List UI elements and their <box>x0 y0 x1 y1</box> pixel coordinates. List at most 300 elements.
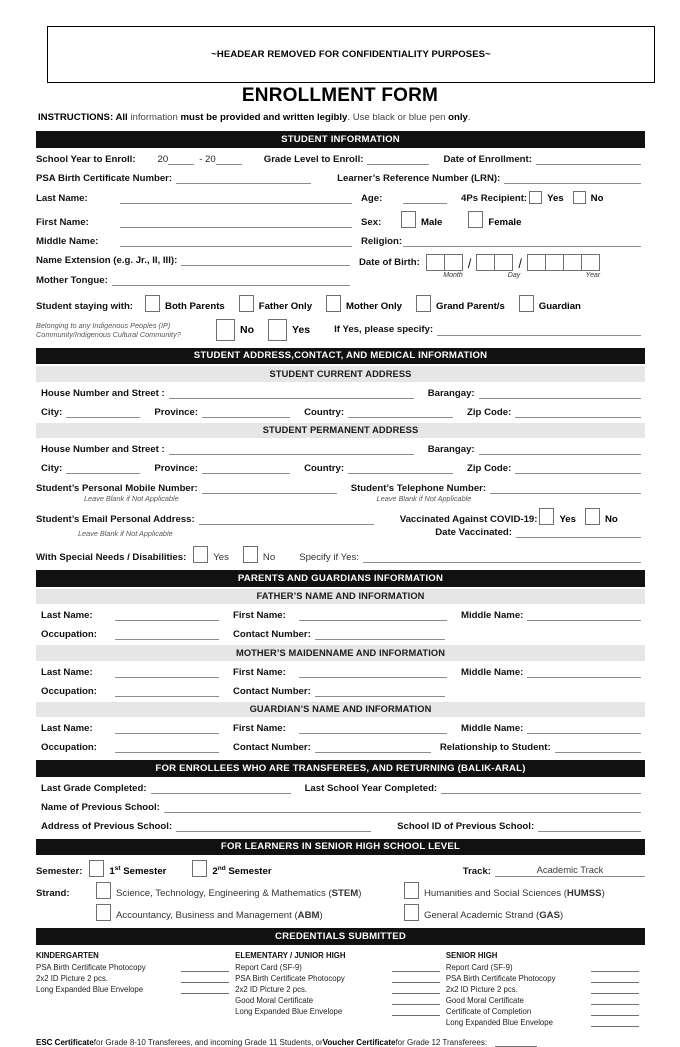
mother-last-name-input[interactable] <box>115 666 219 678</box>
special-needs-yes-label: Yes <box>213 552 229 563</box>
row-guardian-names <box>36 722 645 734</box>
ip-specify-input[interactable] <box>437 324 641 336</box>
permanent-country-input[interactable] <box>348 462 453 474</box>
vaccinated-no-checkbox[interactable] <box>585 508 600 525</box>
dob-year-digit-3[interactable] <box>563 254 582 271</box>
bar-mother-info: MOTHER’S MAIDENNAME AND INFORMATION <box>36 645 645 661</box>
row-prev-school-address <box>36 820 645 832</box>
mother-first-name-input[interactable] <box>299 666 447 678</box>
mother-middle-name-input[interactable] <box>527 666 641 678</box>
first-semester-number: 1 <box>109 866 115 877</box>
psa-number-label: PSA Birth Certificate Number: <box>36 172 173 184</box>
credentials-item-label: PSA Birth Certificate Photocopy <box>36 962 146 972</box>
strand-gas-checkbox[interactable] <box>404 904 419 921</box>
staying-grandparents-label: Grand Parent/s <box>436 300 505 312</box>
instructions-period: . <box>467 112 471 123</box>
credentials-item-checkline[interactable] <box>392 1007 440 1016</box>
credentials-item-label: 2x2 ID Picture 2 pcs. <box>235 984 308 994</box>
strand-label: Strand: <box>36 888 70 899</box>
dob-month-digit-1[interactable] <box>426 254 445 271</box>
guardian-relationship-label: Relationship to Student: <box>439 742 551 753</box>
staying-mother-only-checkbox[interactable] <box>326 295 341 312</box>
instructions-information: information <box>130 112 181 123</box>
credentials-heading-elementary-junior-high: ELEMENTARY / JUNIOR HIGH <box>235 950 346 960</box>
bar-father-info: FATHER’S NAME AND INFORMATION <box>36 589 645 605</box>
credentials-column-elementary-junior-high <box>235 951 446 1030</box>
credentials-item-label: PSA Birth Certificate Photocopy <box>235 973 345 983</box>
band-student-information: STUDENT INFORMATION <box>36 131 645 148</box>
lrn-input[interactable] <box>504 172 641 184</box>
permanent-barangay-input[interactable] <box>479 443 641 455</box>
current-house-input[interactable] <box>169 387 414 399</box>
credentials-item <box>235 996 440 1005</box>
prev-school-address-input[interactable] <box>176 820 371 832</box>
staying-both-parents-checkbox[interactable] <box>145 295 160 312</box>
permanent-zip-input[interactable] <box>515 462 641 474</box>
dob-year-digit-1[interactable] <box>527 254 546 271</box>
specify-if-yes-label: Specify if Yes: <box>299 552 359 563</box>
dob-day-boxes[interactable] <box>476 254 513 271</box>
instructions-all: All <box>113 112 131 123</box>
guardian-occupation-label: Occupation: <box>41 742 97 753</box>
row-special-needs <box>36 546 645 563</box>
esc-voucher-checkline[interactable] <box>495 1038 537 1047</box>
dob-day-digit-2[interactable] <box>494 254 513 271</box>
fourps-yes-label: Yes <box>547 192 564 204</box>
row-middle-name <box>36 235 645 247</box>
strand-humss-label <box>424 888 605 899</box>
vaccinated-yes-label: Yes <box>559 514 576 525</box>
sex-female-label: Female <box>488 216 522 228</box>
school-year-start-input[interactable] <box>168 154 194 165</box>
second-semester-checkbox[interactable] <box>192 860 207 877</box>
second-semester-ordinal: nd <box>217 864 226 872</box>
mother-last-name-label: Last Name: <box>41 666 93 678</box>
credentials-item <box>235 1007 440 1016</box>
mother-contact-input[interactable] <box>315 685 445 697</box>
school-year-label: School Year to Enroll: <box>36 153 136 165</box>
vaccinated-yes-checkbox[interactable] <box>539 508 554 525</box>
special-needs-yes-checkbox[interactable] <box>193 546 208 563</box>
email-hint: Leave Blank if Not Applicable <box>78 529 173 538</box>
permanent-house-input[interactable] <box>169 443 414 455</box>
credentials-item <box>235 963 440 972</box>
ip-specify-label: If Yes, please specify: <box>334 324 434 335</box>
special-needs-no-label: No <box>262 552 276 563</box>
guardian-first-name-label: First Name: <box>233 723 286 734</box>
current-country-label: Country: <box>304 406 345 418</box>
staying-father-only-label: Father Only <box>258 300 313 312</box>
specify-if-yes-input[interactable] <box>363 551 641 563</box>
telephone-number-input[interactable] <box>490 482 641 494</box>
row-semester <box>36 860 645 877</box>
row-prev-school-name <box>36 801 645 813</box>
credentials-heading-kindergarten: KINDERGARTEN <box>36 950 99 960</box>
credentials-item <box>235 974 440 983</box>
dob-label: Date of Birth: <box>359 256 420 268</box>
strand-stem-code: STEM <box>331 888 359 899</box>
strand-abm-text: Accountancy, Business and Management ( <box>116 910 298 921</box>
mother-occupation-label: Occupation: <box>41 685 97 697</box>
date-enrollment-label: Date of Enrollment: <box>443 153 532 165</box>
dob-separator-2: / <box>518 255 523 271</box>
vaccinated-label: Vaccinated Against COVID-19: <box>399 514 538 525</box>
fourps-no-checkbox[interactable] <box>573 191 586 204</box>
credentials-item <box>446 963 639 972</box>
strand-stem-paren: ) <box>358 888 362 899</box>
row-mother-names <box>36 666 645 678</box>
credentials-item <box>36 963 229 972</box>
credentials-item-checkline[interactable] <box>591 1018 639 1027</box>
date-enrollment-input[interactable] <box>536 153 641 165</box>
row-current-house <box>36 387 645 399</box>
permanent-zip-label: Zip Code: <box>467 463 512 474</box>
credentials-item-label: PSA Birth Certificate Photocopy <box>445 973 556 983</box>
credentials-item <box>36 985 229 994</box>
telephone-hint: Leave Blank if Not Applicable <box>376 494 472 503</box>
row-psa-lrn <box>36 172 645 184</box>
row-school-year <box>36 153 645 165</box>
row-current-city <box>36 406 645 418</box>
voucher-certificate-label: Voucher Certificate <box>322 1037 396 1047</box>
bar-current-address: STUDENT CURRENT ADDRESS <box>36 366 645 382</box>
strand-humss-text: Humanities and Social Sciences ( <box>424 888 567 899</box>
credentials-item-checkline[interactable] <box>591 985 639 994</box>
band-transferees: FOR ENROLLEES WHO ARE TRANSFEREES, AND RETURNING (BALIK-ARAL) <box>36 760 645 777</box>
credentials-column-senior-high <box>446 951 645 1030</box>
dob-month-boxes[interactable] <box>426 254 463 271</box>
esc-certificate-label: ESC Certificate <box>36 1037 94 1047</box>
permanent-province-input[interactable] <box>202 462 290 474</box>
credentials-heading-senior-high: SENIOR HIGH <box>445 950 498 960</box>
guardian-middle-name-label: Middle Name: <box>461 723 524 734</box>
credentials-item-label: Long Expanded Blue Envelope <box>235 1007 343 1017</box>
father-first-name-label: First Name: <box>233 610 286 621</box>
last-grade-input[interactable] <box>151 782 291 794</box>
second-semester-word: Semester <box>228 866 272 877</box>
guardian-first-name-input[interactable] <box>299 722 447 734</box>
credentials-item-checkline[interactable] <box>181 985 229 994</box>
guardian-contact-label: Contact Number: <box>233 742 311 753</box>
staying-guardian-checkbox[interactable] <box>519 295 534 312</box>
strand-abm-code: ABM <box>297 910 320 921</box>
guardian-occupation-input[interactable] <box>115 741 219 753</box>
strand-gas-text: General Academic Strand ( <box>424 910 540 921</box>
strand-gas-paren: ) <box>559 910 564 921</box>
mother-first-name-label: First Name: <box>233 666 286 678</box>
staying-guardian-label: Guardian <box>538 300 581 312</box>
credentials-item-label: Report Card (SF-9) <box>445 962 513 972</box>
credentials-item-label: 2x2 ID Picture 2 pcs. <box>36 973 108 983</box>
bar-guardian-info: GUARDIAN’S NAME AND INFORMATION <box>36 702 645 718</box>
last-name-input[interactable] <box>120 192 352 204</box>
dob-year-caption: Year <box>585 271 601 279</box>
last-school-year-label: Last School Year Completed: <box>304 782 438 794</box>
last-school-year-input[interactable] <box>441 782 641 794</box>
credentials-item <box>446 985 639 994</box>
father-first-name-input[interactable] <box>299 609 447 621</box>
permanent-barangay-label: Barangay: <box>427 444 475 455</box>
date-vaccinated-label: Date Vaccinated: <box>435 527 512 538</box>
grade-level-input[interactable] <box>367 153 429 165</box>
current-province-label: Province: <box>154 406 199 418</box>
dob-separator-1: / <box>467 255 472 271</box>
first-semester-ordinal: st <box>114 864 121 872</box>
current-zip-label: Zip Code: <box>467 406 512 418</box>
credentials-item <box>446 996 639 1005</box>
row-last-name <box>36 191 645 204</box>
credentials-item <box>446 974 639 983</box>
permanent-country-label: Country: <box>304 463 345 474</box>
fourps-no-label: No <box>590 192 604 204</box>
mother-occupation-input[interactable] <box>115 685 219 697</box>
current-city-label: City: <box>41 406 63 418</box>
prev-school-id-input[interactable] <box>538 820 641 832</box>
psa-number-input[interactable] <box>176 172 311 184</box>
credentials-item-label: Long Expanded Blue Envelope <box>36 984 144 994</box>
esc-certificate-text: for Grade 8-10 Transferees, and incoming Grade 11 Students, or <box>93 1037 323 1047</box>
row-esc-voucher-certificate <box>36 1038 645 1047</box>
prev-school-name-label: Name of Previous School: <box>41 801 160 813</box>
instructions-pen: . Use black or blue pen <box>347 112 449 123</box>
row-permanent-city <box>36 462 645 474</box>
dob-year-digit-2[interactable] <box>545 254 564 271</box>
lrn-label: Learner’s Reference Number (LRN): <box>337 172 501 184</box>
current-house-label: House Number and Street : <box>41 387 165 399</box>
current-province-input[interactable] <box>202 406 290 418</box>
father-middle-name-label: Middle Name: <box>461 610 524 621</box>
semester-label: Semester: <box>36 866 83 877</box>
staying-both-parents-label: Both Parents <box>165 300 225 312</box>
band-parents-guardians: PARENTS AND GUARDIANS INFORMATION <box>36 570 645 587</box>
credentials-item-checkline[interactable] <box>591 963 639 972</box>
last-grade-label: Last Grade Completed: <box>41 782 147 794</box>
credentials-item-checkline[interactable] <box>181 963 229 972</box>
sex-female-checkbox[interactable] <box>468 211 483 228</box>
dob-day-caption: Day <box>507 271 521 279</box>
school-year-end-input[interactable] <box>216 154 242 165</box>
guardian-last-name-label: Last Name: <box>41 723 93 734</box>
credentials-item <box>235 985 440 994</box>
confidentiality-header-box <box>47 26 655 83</box>
credentials-item-label: Good Moral Certificate <box>445 996 524 1006</box>
strand-humss-code: HUMSS <box>566 888 602 899</box>
age-input[interactable] <box>403 192 447 204</box>
credentials-item-checkline[interactable] <box>591 996 639 1005</box>
voucher-certificate-text: for Grade 12 Transferees: <box>395 1037 488 1047</box>
mother-contact-label: Contact Number: <box>233 685 311 697</box>
row-mother-occupation <box>36 685 645 697</box>
first-name-input[interactable] <box>120 216 352 228</box>
row-staying-with <box>36 295 645 312</box>
permanent-province-label: Province: <box>154 463 199 474</box>
ip-question-line-2: Community/Indigenous Cultural Community? <box>36 329 181 339</box>
sex-male-label: Male <box>421 216 443 228</box>
name-extension-label: Name Extension (e.g. Jr., II, III): <box>36 254 178 266</box>
row-guardian-occupation <box>36 741 645 753</box>
guardian-last-name-input[interactable] <box>115 722 219 734</box>
current-barangay-input[interactable] <box>479 387 641 399</box>
row-ip-community <box>36 319 645 341</box>
guardian-middle-name-input[interactable] <box>527 722 641 734</box>
row-last-grade <box>36 782 645 794</box>
row-email-vaccinated <box>36 508 645 525</box>
current-city-input[interactable] <box>66 406 140 418</box>
staying-grandparents-checkbox[interactable] <box>416 295 431 312</box>
mobile-hint: Leave Blank if Not Applicable <box>84 494 179 503</box>
date-vaccinated-input[interactable] <box>516 526 641 538</box>
credentials-item-label: 2x2 ID Picture 2 pcs. <box>445 984 518 994</box>
row-father-occupation <box>36 628 645 640</box>
strand-stem-text: Science, Technology, Engineering & Mathematics ( <box>116 888 332 899</box>
mother-tongue-label: Mother Tongue: <box>36 274 108 286</box>
dob-month-caption: Month <box>443 271 463 279</box>
strand-humss-checkbox[interactable] <box>404 882 419 899</box>
middle-name-input[interactable] <box>120 235 352 247</box>
sex-label: Sex: <box>361 216 382 228</box>
sex-male-checkbox[interactable] <box>401 211 416 228</box>
page-title: ENROLLMENT FORM <box>241 85 439 106</box>
permanent-house-label: House Number and Street : <box>41 444 165 455</box>
last-name-label: Last Name: <box>36 192 88 204</box>
staying-father-only-checkbox[interactable] <box>239 295 254 312</box>
first-semester-label <box>109 865 166 877</box>
staying-mother-only-label: Mother Only <box>346 300 403 312</box>
credentials-item-checkline[interactable] <box>392 996 440 1005</box>
credentials-item-label: Certificate of Completion <box>445 1007 532 1017</box>
current-zip-input[interactable] <box>515 406 641 418</box>
credentials-item-label: Long Expanded Blue Envelope <box>445 1018 553 1028</box>
first-semester-checkbox[interactable] <box>89 860 104 877</box>
guardian-contact-input[interactable] <box>315 741 431 753</box>
strand-abm-paren: ) <box>319 910 323 921</box>
ip-yes-checkbox[interactable] <box>268 319 287 341</box>
strand-abm-label <box>116 910 400 921</box>
credentials-column-kindergarten <box>36 951 235 1030</box>
strand-humss-paren: ) <box>601 888 605 899</box>
row-hints-mobile <box>36 494 645 503</box>
telephone-number-label: Student’s Telephone Number: <box>350 483 487 494</box>
religion-label: Religion: <box>361 235 403 247</box>
middle-name-label: Middle Name: <box>36 235 99 247</box>
row-first-name <box>36 211 645 228</box>
credentials-item-checkline[interactable] <box>591 1007 639 1016</box>
permanent-city-input[interactable] <box>66 462 140 474</box>
name-extension-input[interactable] <box>181 254 350 266</box>
current-country-input[interactable] <box>348 406 453 418</box>
staying-with-label: Student staying with: <box>36 300 134 312</box>
credentials-item-checkline[interactable] <box>181 974 229 983</box>
row-father-names <box>36 609 645 621</box>
mobile-number-input[interactable] <box>202 482 337 494</box>
credentials-item <box>446 1007 639 1016</box>
strand-abm-checkbox[interactable] <box>96 904 111 921</box>
father-contact-label: Contact Number: <box>233 629 311 640</box>
father-last-name-input[interactable] <box>115 609 219 621</box>
dob-month-digit-2[interactable] <box>444 254 463 271</box>
credentials-item-label: Good Moral Certificate <box>235 996 314 1006</box>
email-label: Student’s Email Personal Address: <box>36 514 195 525</box>
second-semester-label <box>212 865 271 877</box>
dob-year-boxes[interactable] <box>527 254 600 271</box>
credentials-item-label: Report Card (SF-9) <box>235 962 302 972</box>
ip-yes-label: Yes <box>292 323 311 336</box>
father-occupation-input[interactable] <box>115 628 219 640</box>
instructions-text <box>38 112 642 123</box>
row-strand-2 <box>36 904 645 921</box>
fourps-label: 4Ps Recipient: <box>461 192 528 204</box>
dob-year-digit-4[interactable] <box>581 254 600 271</box>
dob-captions <box>359 272 630 279</box>
band-senior-high: FOR LEARNERS IN SENIOR HIGH SCHOOL LEVEL <box>36 839 645 856</box>
father-occupation-label: Occupation: <box>41 629 97 640</box>
first-semester-word: Semester <box>123 866 167 877</box>
strand-stem-checkbox[interactable] <box>96 882 111 899</box>
confidentiality-notice: ~HEADEAR REMOVED FOR CONFIDENTIALITY PURPOSES~ <box>211 49 491 60</box>
row-email-hint-date-vaccinated <box>36 526 645 538</box>
band-credentials: CREDENTIALS SUBMITTED <box>36 928 645 945</box>
father-last-name-label: Last Name: <box>41 610 93 621</box>
prev-school-id-label: School ID of Previous School: <box>397 820 535 832</box>
grade-level-label: Grade Level to Enroll: <box>263 153 364 165</box>
row-strand-1 <box>36 882 645 899</box>
strand-gas-code: GAS <box>539 910 560 921</box>
ip-no-label: No <box>240 323 254 336</box>
credentials-item-checkline[interactable] <box>392 974 440 983</box>
father-middle-name-input[interactable] <box>527 609 641 621</box>
credentials-item-checkline[interactable] <box>392 985 440 994</box>
credentials-item <box>36 974 229 983</box>
mobile-number-label: Student’s Personal Mobile Number: <box>36 483 198 494</box>
first-name-label: First Name: <box>36 216 89 228</box>
credentials-item-checkline[interactable] <box>392 963 440 972</box>
row-permanent-house <box>36 443 645 455</box>
father-contact-input[interactable] <box>315 628 445 640</box>
guardian-relationship-input[interactable] <box>555 741 641 753</box>
track-value[interactable]: Academic Track <box>495 864 645 877</box>
instructions-only: only <box>448 112 468 123</box>
credentials-item-checkline[interactable] <box>591 974 639 983</box>
band-address-contact-medical: STUDENT ADDRESS,CONTACT, AND MEDICAL INFORMATION <box>36 348 645 365</box>
age-label: Age: <box>361 192 383 204</box>
special-needs-label: With Special Needs / Disabilities: <box>36 552 187 563</box>
credentials-item <box>446 1018 639 1027</box>
row-mobile-telephone <box>36 482 645 494</box>
prev-school-address-label: Address of Previous School: <box>41 820 173 832</box>
strand-gas-label <box>424 910 563 921</box>
instructions-must: must be provided and written legibly <box>180 112 348 123</box>
date-of-birth-group <box>359 254 630 271</box>
mother-tongue-input[interactable] <box>112 274 350 286</box>
instructions-label: INSTRUCTIONS: <box>38 112 114 123</box>
prev-school-name-input[interactable] <box>164 801 641 813</box>
school-year-prefix: 20 <box>157 153 169 165</box>
fourps-yes-checkbox[interactable] <box>529 191 542 204</box>
row-name-extension-dob <box>36 254 645 286</box>
dob-day-digit-1[interactable] <box>476 254 495 271</box>
ip-question-line-1: Belonging to any Indigenous Peoples (IP) <box>36 320 171 330</box>
track-label: Track: <box>462 866 491 877</box>
current-barangay-label: Barangay: <box>427 387 475 399</box>
bar-permanent-address: STUDENT PERMANENT ADDRESS <box>36 423 645 439</box>
vaccinated-no-label: No <box>604 514 618 525</box>
ip-no-checkbox[interactable] <box>216 319 235 341</box>
religion-input[interactable] <box>403 235 641 247</box>
special-needs-no-checkbox[interactable] <box>243 546 258 563</box>
credentials-columns <box>36 951 645 1030</box>
second-semester-number: 2 <box>212 866 218 877</box>
email-input[interactable] <box>199 513 374 525</box>
